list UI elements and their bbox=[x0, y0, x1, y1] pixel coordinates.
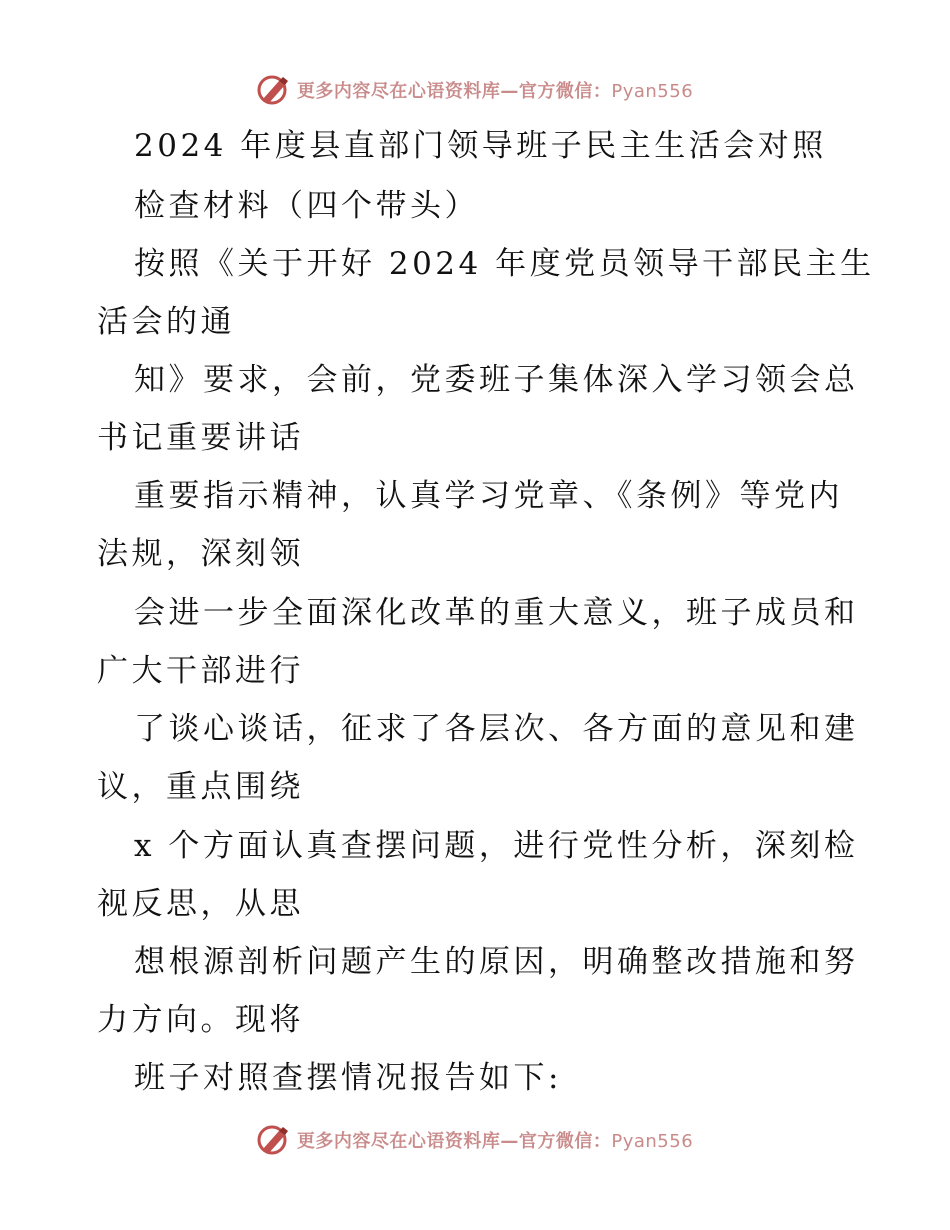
paragraph-line: 视反思，从思 bbox=[97, 886, 304, 922]
paragraph-line: 法规，深刻领 bbox=[97, 536, 304, 572]
paragraph-line: 想根源剖析问题产生的原因，明确整改措施和努 bbox=[134, 944, 859, 980]
title-line-1: 2024 年度县直部门领导班子民主生活会对照 bbox=[134, 128, 827, 164]
paragraph-line: 活会的通 bbox=[97, 304, 235, 340]
paragraph-line: 按照《关于开好 2024 年度党员领导干部民主生 bbox=[134, 246, 875, 282]
paragraph-line: 议，重点围绕 bbox=[97, 769, 304, 805]
title-line-2: 检查材料（四个带头） bbox=[134, 188, 479, 224]
pen-logo-icon bbox=[257, 73, 291, 107]
pen-logo-icon bbox=[257, 1123, 291, 1157]
paragraph-line: 重要指示精神，认真学习党章、《条例》等党内 bbox=[134, 478, 843, 514]
paragraph-line: 广大干部进行 bbox=[97, 653, 304, 689]
paragraph-line: 知》要求，会前，党委班子集体深入学习领会总 bbox=[134, 362, 859, 398]
paragraph-line: x 个方面认真查摆问题，进行党性分析，深刻检 bbox=[134, 828, 859, 864]
paragraph-line: 了谈心谈话，征求了各层次、各方面的意见和建 bbox=[134, 711, 859, 747]
watermark-header bbox=[0, 70, 950, 110]
paragraph-line: 会进一步全面深化改革的重大意义，班子成员和 bbox=[134, 595, 859, 631]
paragraph-line: 力方向。现将 bbox=[97, 1002, 304, 1038]
watermark-text: 更多内容尽在心语资料库—官方微信：Pyan556 bbox=[296, 81, 694, 102]
watermark-footer bbox=[0, 1120, 950, 1160]
paragraph-line: 书记重要讲话 bbox=[97, 420, 304, 456]
watermark-text: 更多内容尽在心语资料库—官方微信：Pyan556 bbox=[296, 1131, 694, 1152]
paragraph-line: 班子对照查摆情况报告如下: bbox=[134, 1060, 562, 1096]
